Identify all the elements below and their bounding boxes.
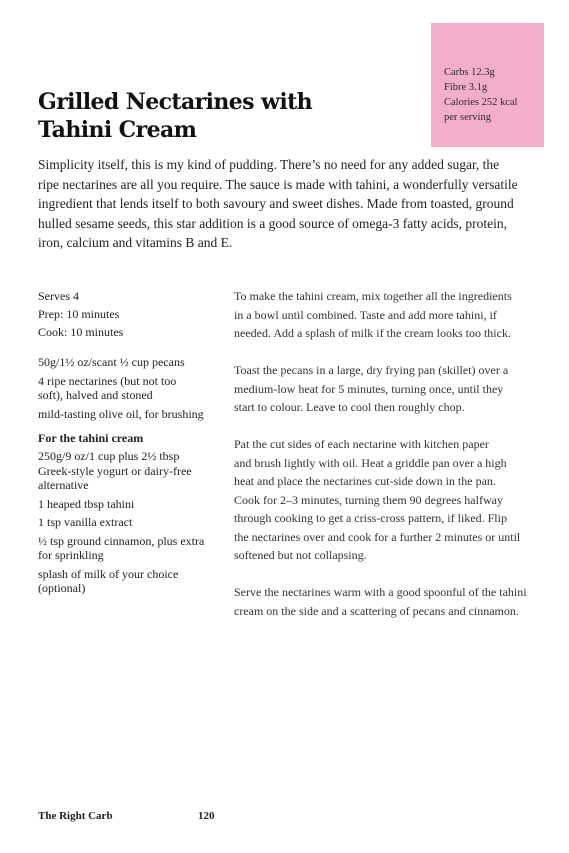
method-step [234,583,554,620]
tahini-cream-heading: For the tahini cream [38,431,144,445]
ingredient-item [38,567,218,596]
ingredient-item [38,374,218,403]
recipe-title-line: Grilled Nectarines with [38,89,313,115]
ingredient-item [38,534,218,563]
method-line: heat and place the nectarines cut-side down in the pan. [234,474,496,488]
ingredient-line: 1 tsp vanilla extract [38,515,133,529]
ingredient-item [38,515,218,530]
method-line: the nectarines over and cook for a further 2 minutes or until [234,529,521,544]
method-line: and brush lightly with oil. Heat a griddle pan over a high [234,455,507,470]
ingredient-line: alternative [38,478,89,492]
intro-paragraph [38,155,530,253]
ingredient-line: Greek-style yogurt or dairy-free [38,463,192,478]
page-number: 120 [198,810,215,822]
nutrition-fibre: Fibre 3.1g [444,82,488,93]
method-line: start to colour. Leave to cool then roughly chop. [234,400,465,414]
method-step [234,435,554,565]
nutrition-carbs: Carbs 12.3g [444,67,495,78]
method-line: through cooking to get a criss-cross pattern, if liked. Flip [234,511,507,525]
method-line: Serve the nectarines warm with a good spoonful of the tahini [234,585,527,599]
ingredient-line: 50g/1½ oz/scant ½ cup pecans [38,355,185,369]
cook-time: Cook: 10 minutes [38,325,124,339]
ingredient-line: 4 ripe nectarines (but not too [38,373,177,388]
method-line: softened but not collapsing. [234,548,367,562]
ingredient-line: 1 heaped tbsp tahini [38,496,135,511]
ingredient-line: mild-tasting olive oil, for brushing [38,406,204,421]
recipe-title-line: Tahini Cream [38,117,197,143]
ingredient-line: soft), halved and stoned [38,388,153,402]
ingredient-line: for sprinkling [38,548,104,562]
method-step [234,287,554,343]
intro-line: Simplicity itself, this is my kind of pudding. There’s no need for any added sugar, the [38,157,500,172]
ingredient-line: ½ tsp ground cinnamon, plus extra [38,533,205,548]
method-line: Cook for 2–3 minutes, turning them 90 degrees halfway [234,492,503,507]
method-line: Toast the pecans in a large, dry frying pan (skillet) over a [234,363,509,377]
ingredient-line: (optional) [38,581,86,595]
ingredient-item [38,407,218,422]
ingredient-item [38,355,218,370]
method-line: Pat the cut sides of each nectarine with kitchen paper [234,437,489,451]
nutrition-calories: Calories 252 kcal [444,97,518,108]
method-column [234,287,554,639]
method-line: cream on the side and a scattering of pecans and cinnamon. [234,603,519,618]
method-step [234,361,554,417]
intro-line: ingredient that lends itself to both savoury and sweet dishes. Made from toasted, ground [38,196,514,212]
method-line: To make the tahini cream, mix together all the ingredients [234,289,512,303]
method-line: medium-low heat for 5 minutes, turning once, until they [234,381,504,396]
ingredient-line: 250g/9 oz/1 cup plus 2½ tbsp [38,449,180,463]
nutrition-per-serving: per serving [444,112,491,123]
ingredients-column [38,287,218,600]
intro-line: hulled sesame seeds, this star addition is a good source of omega-3 fatty acids, protein, [38,215,508,231]
recipe-meta [38,287,218,341]
book-title: The Right Carb [38,810,113,822]
method-line: in a bowl until combined. Taste and add more tahini, if [234,307,497,322]
method-line: needed. Add a splash of milk if the cream looks too thick. [234,326,511,340]
intro-line: ripe nectarines are all you require. The sauce is made with tahini, a wonderfully versatile [38,176,518,192]
serves: Serves 4 [38,289,79,303]
ingredient-item [38,449,218,493]
recipe-title [38,88,312,144]
intro-line: iron, calcium and vitamins B and E. [38,235,233,251]
nutrition-box [431,23,544,147]
ingredient-item [38,497,218,512]
ingredient-line: splash of milk of your choice [38,566,179,581]
prep-time: Prep: 10 minutes [38,307,120,321]
